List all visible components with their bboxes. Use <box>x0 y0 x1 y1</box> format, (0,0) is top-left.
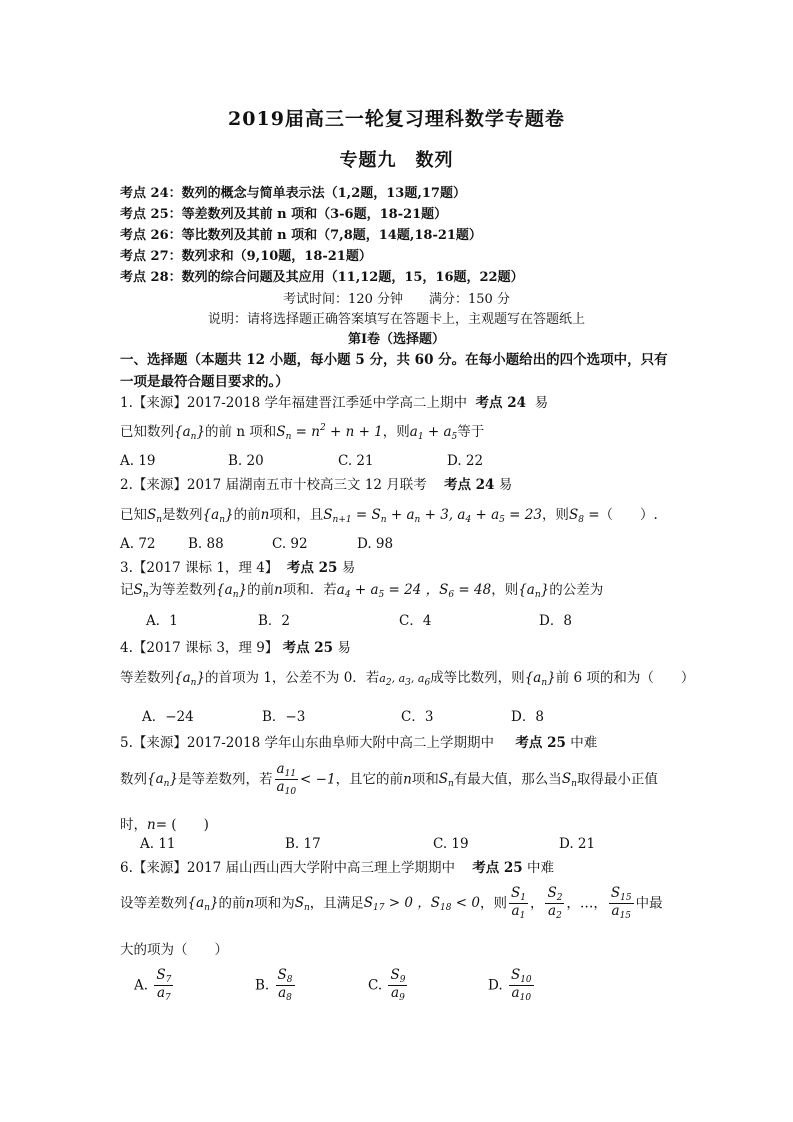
q3-difficulty: 易 <box>341 560 356 576</box>
q4-option-d[interactable]: D．8 <box>511 709 544 725</box>
q5-source-text: 5.【来源】2017-2018 学年山东曲阜师大附中高二上学期期中 <box>120 735 494 751</box>
q6-frac-2: $\frac{S_2}{a_2}$ <box>547 885 563 922</box>
q5-math-ratio: $\frac{a_{11}}{a_{10}}$ <box>276 761 297 798</box>
q6-option-c-frac: $\frac{S_9}{a_9}$ <box>390 967 406 1004</box>
q6-option-c[interactable] <box>368 968 409 1004</box>
q5-stem-f: 取得最小正值 <box>576 771 658 788</box>
q3-stem-a: 记 <box>120 582 134 598</box>
q6-frac-15: $\frac{S_{15}}{a_{15}}$ <box>610 885 632 922</box>
q2-math-n: n <box>260 507 270 523</box>
q2-stem-f: （ ）. <box>599 507 658 523</box>
q4-stem-a: 等差数列 <box>120 670 174 686</box>
q4-math-seq2: $\{a_n\}$ <box>524 670 556 688</box>
q3-stem-d: 项和．若 <box>282 582 337 598</box>
q3-math-cond: $a_4 + a_5 = 24$ ，$S_6 = 48$ <box>336 582 492 600</box>
q4-source <box>120 636 351 656</box>
q5-stem-h: = ( ) <box>155 817 209 833</box>
q5-option-d[interactable]: D. 21 <box>559 836 596 852</box>
q6-math-cond: $S_{17} > 0$ ，$S_{18} < 0$ <box>363 895 480 914</box>
q2-option-b[interactable]: B. 88 <box>188 536 224 552</box>
q1-stem-d: 等于 <box>457 424 485 440</box>
q2-option-a[interactable]: A. 72 <box>120 536 156 552</box>
q2-stem-c: 的前 <box>233 507 261 523</box>
q3-stem-e: ，则 <box>491 582 519 598</box>
q6-option-a[interactable] <box>134 968 175 1004</box>
q2-tag: 考点 24 <box>443 477 495 493</box>
q4-option-c[interactable]: C．3 <box>401 709 434 725</box>
q5-option-a[interactable]: A. 11 <box>140 836 176 852</box>
q4-stem <box>120 666 694 688</box>
kaodian-25: 考点 25：等差数列及其前 n 项和（3-6题，18-21题） <box>120 207 448 222</box>
q5-source <box>120 731 597 751</box>
kaodian-28: 考点 28：数列的综合问题及其应用（11,12题，15，16题，22题） <box>120 270 524 285</box>
q4-tag: 考点 25 <box>282 640 334 656</box>
q6-option-d-frac: $\frac{S_{10}}{a_{10}}$ <box>510 967 532 1004</box>
q4-math-seq: $\{a_n\}$ <box>174 670 206 688</box>
q3-math-sn: $S_n$ <box>133 582 149 600</box>
q6-option-a-frac: $\frac{S_7}{a_7}$ <box>156 967 172 1004</box>
q4-stem-b: 的首项为 1，公差不为 0．若 <box>205 670 380 686</box>
q3-source-text: 3.【2017 课标 1，理 4】 <box>120 560 279 576</box>
q6-frac-1: $\frac{S_1}{a_1}$ <box>510 885 526 922</box>
q2-stem-d: 项和，且 <box>269 507 324 523</box>
section-heading-line1: 一、选择题（本题共 12 小题，每小题 5 分，共 60 分。在每小题给出的四个选项中，只有 <box>120 352 668 368</box>
exam-info: 考试时间：120 分钟 满分：150 分 <box>283 292 510 307</box>
q1-option-a[interactable]: A. 19 <box>120 453 156 469</box>
q3-stem-b: 为等差数列 <box>148 582 217 598</box>
q6-stem-a: 设等差数列 <box>120 895 188 912</box>
section-heading-line2: 一项是最符合题目要求的。） <box>120 374 289 390</box>
q5-stem-e: 有最大值，那么当 <box>453 771 562 788</box>
q5-stem-g: 时， <box>120 817 147 833</box>
q5-math-seq: $\{a_n\}$ <box>147 771 179 790</box>
q3-option-b[interactable]: B．2 <box>258 613 291 629</box>
q2-math-cond: $S_{n+1} = S_n + a_n + 3$, $a_4 + a_5 = 23$ <box>323 507 542 525</box>
q5-stem-cont <box>120 813 209 833</box>
q2-stem-e: ，则 <box>541 507 569 523</box>
q2-stem-b: 是数列 <box>162 507 203 523</box>
document-subtitle: 专题九 数列 <box>339 150 454 171</box>
q5-stem-a: 数列 <box>120 771 147 788</box>
q5-option-b[interactable]: B. 17 <box>285 836 321 852</box>
kaodian-27: 考点 27：数列求和（9,10题，18-21题） <box>120 249 372 264</box>
q6-tag: 考点 25 <box>472 860 523 876</box>
q6-stem: 设等差数列$\{a_n\}$的前n项和为$S_n$，且满足$S_{17} > 0$ ，$S_{18} < 0$，则 $\frac{S_1}{a_1}$ ， $\frac{S_2}{a_2}$ ，…， $\frac{S_{15}}{a_{15}}$ 中最 <box>120 885 663 922</box>
q1-option-d[interactable]: D. 22 <box>447 453 484 469</box>
document-title: 2019届高三一轮复习理科数学专题卷 <box>228 108 565 130</box>
q3-option-a[interactable]: A．1 <box>146 613 178 629</box>
q5-stem-c: ，且它的前 <box>335 771 404 788</box>
q3-option-c[interactable]: C．4 <box>399 613 432 629</box>
q6-option-a-label: A. <box>134 977 149 994</box>
q1-stem-a: 已知数列 <box>120 424 174 440</box>
q2-option-d[interactable]: D. 98 <box>357 536 394 552</box>
q5-difficulty: 中难 <box>570 735 598 751</box>
q2-math-s8: $S_8$ = <box>568 507 600 525</box>
q6-option-d[interactable] <box>488 968 536 1004</box>
q1-option-b[interactable]: B. 20 <box>228 453 264 469</box>
q5-stem-d: 项和 <box>411 771 439 788</box>
q6-stem-b: 的前 <box>218 895 246 912</box>
q2-math-sn: $S_n$ <box>147 507 163 525</box>
q4-source-text: 4.【2017 课标 3，理 9】 <box>120 640 279 656</box>
q6-difficulty: 中难 <box>527 860 554 876</box>
q6-math-sn: $S_n$ <box>294 895 310 914</box>
q5-math-sn2: $S_n$ <box>561 771 577 790</box>
q6-stem-f: 中最 <box>635 895 663 912</box>
q1-difficulty: 易 <box>534 395 549 411</box>
q6-stem-c: 项和为 <box>254 895 295 912</box>
q5-math-lt: < −1 <box>300 771 336 788</box>
q1-stem <box>120 420 484 442</box>
q2-stem-a: 已知 <box>120 507 147 523</box>
q3-tag: 考点 25 <box>286 560 338 576</box>
q4-math-terms: $a_2$, $a_3$, $a_6$ <box>379 672 431 688</box>
volume-title: 第Ⅰ卷（选择题） <box>347 332 446 347</box>
q6-source <box>120 856 554 876</box>
q1-math-seq: $\{a_n\}$ <box>174 424 206 442</box>
q5-math-n2: n <box>147 817 156 833</box>
q2-difficulty: 易 <box>498 477 513 493</box>
instructions: 说明：请将选择题正确答案填写在答题卡上，主观题写在答题纸上 <box>207 312 585 327</box>
q5-tag: 考点 25 <box>515 735 566 751</box>
q3-math-seq: $\{a_n\}$ <box>216 582 248 600</box>
q5-math-sn: $S_n$ <box>438 771 454 790</box>
q5-option-c[interactable]: C. 19 <box>433 836 469 852</box>
q5-math-n: n <box>403 771 412 788</box>
q5-stem <box>120 762 658 798</box>
q4-stem-d: 前 6 项的和为（ ） <box>555 670 695 686</box>
q6-option-b[interactable] <box>255 968 297 1004</box>
q1-source <box>120 391 548 411</box>
q6-option-d-label: D. <box>488 977 503 994</box>
q1-math-sum: $a_1 + a_5$ <box>409 424 458 442</box>
q6-stem-d: ，且满足 <box>309 895 364 912</box>
q2-math-seq: $\{a_n\}$ <box>202 507 234 525</box>
q4-option-b[interactable]: B．−3 <box>262 709 306 725</box>
q2-stem <box>120 503 658 525</box>
q6-math-seq: $\{a_n\}$ <box>187 895 219 914</box>
q4-difficulty: 易 <box>337 640 351 656</box>
q6-stem-e: ，则 <box>479 895 507 912</box>
q1-option-c[interactable]: C. 21 <box>338 453 374 469</box>
q6-option-b-frac: $\frac{S_8}{a_8}$ <box>277 967 293 1004</box>
q2-option-c[interactable]: C. 92 <box>272 536 308 552</box>
q1-source-text: 1.【来源】2017-2018 学年福建晋江季延中学高二上期中 <box>120 395 467 411</box>
q1-stem-b: 的前 n 项和 <box>205 424 277 440</box>
q6-option-b-label: B. <box>255 977 270 994</box>
q6-math-n: n <box>245 895 255 912</box>
q3-stem <box>120 578 603 600</box>
kaodian-26: 考点 26：等比数列及其前 n 项和（7,8题，14题,18-21题） <box>120 228 482 243</box>
q3-math-seq2: $\{a_n\}$ <box>518 582 550 600</box>
q4-stem-c: 成等比数列，则 <box>430 670 525 686</box>
q4-option-a[interactable]: A．−24 <box>142 709 194 725</box>
q2-source-text: 2.【来源】2017 届湖南五市十校高三文 12 月联考 <box>120 477 427 493</box>
q3-stem-f: 的公差为 <box>549 582 604 598</box>
q3-math-n: n <box>274 582 283 598</box>
q1-stem-c: ，则 <box>382 424 410 440</box>
q2-source <box>120 473 512 493</box>
q3-source <box>120 556 355 576</box>
q6-stem-cont: 大的项为（ ） <box>120 942 228 958</box>
q1-tag: 考点 24 <box>475 395 527 411</box>
q6-source-text: 6.【来源】2017 届山西山西大学附中高三理上学期期中 <box>120 860 456 876</box>
kaodian-24: 考点 24：数列的概念与简单表示法（1,2题，13题,17题） <box>120 186 466 201</box>
q6-option-c-label: C. <box>368 977 383 994</box>
q1-math-sn: $S_n = n^2 + n + 1$ <box>276 423 383 442</box>
q5-stem-b: 是等差数列，若 <box>178 771 273 788</box>
q3-option-d[interactable]: D．8 <box>539 613 572 629</box>
q3-stem-c: 的前 <box>247 582 275 598</box>
